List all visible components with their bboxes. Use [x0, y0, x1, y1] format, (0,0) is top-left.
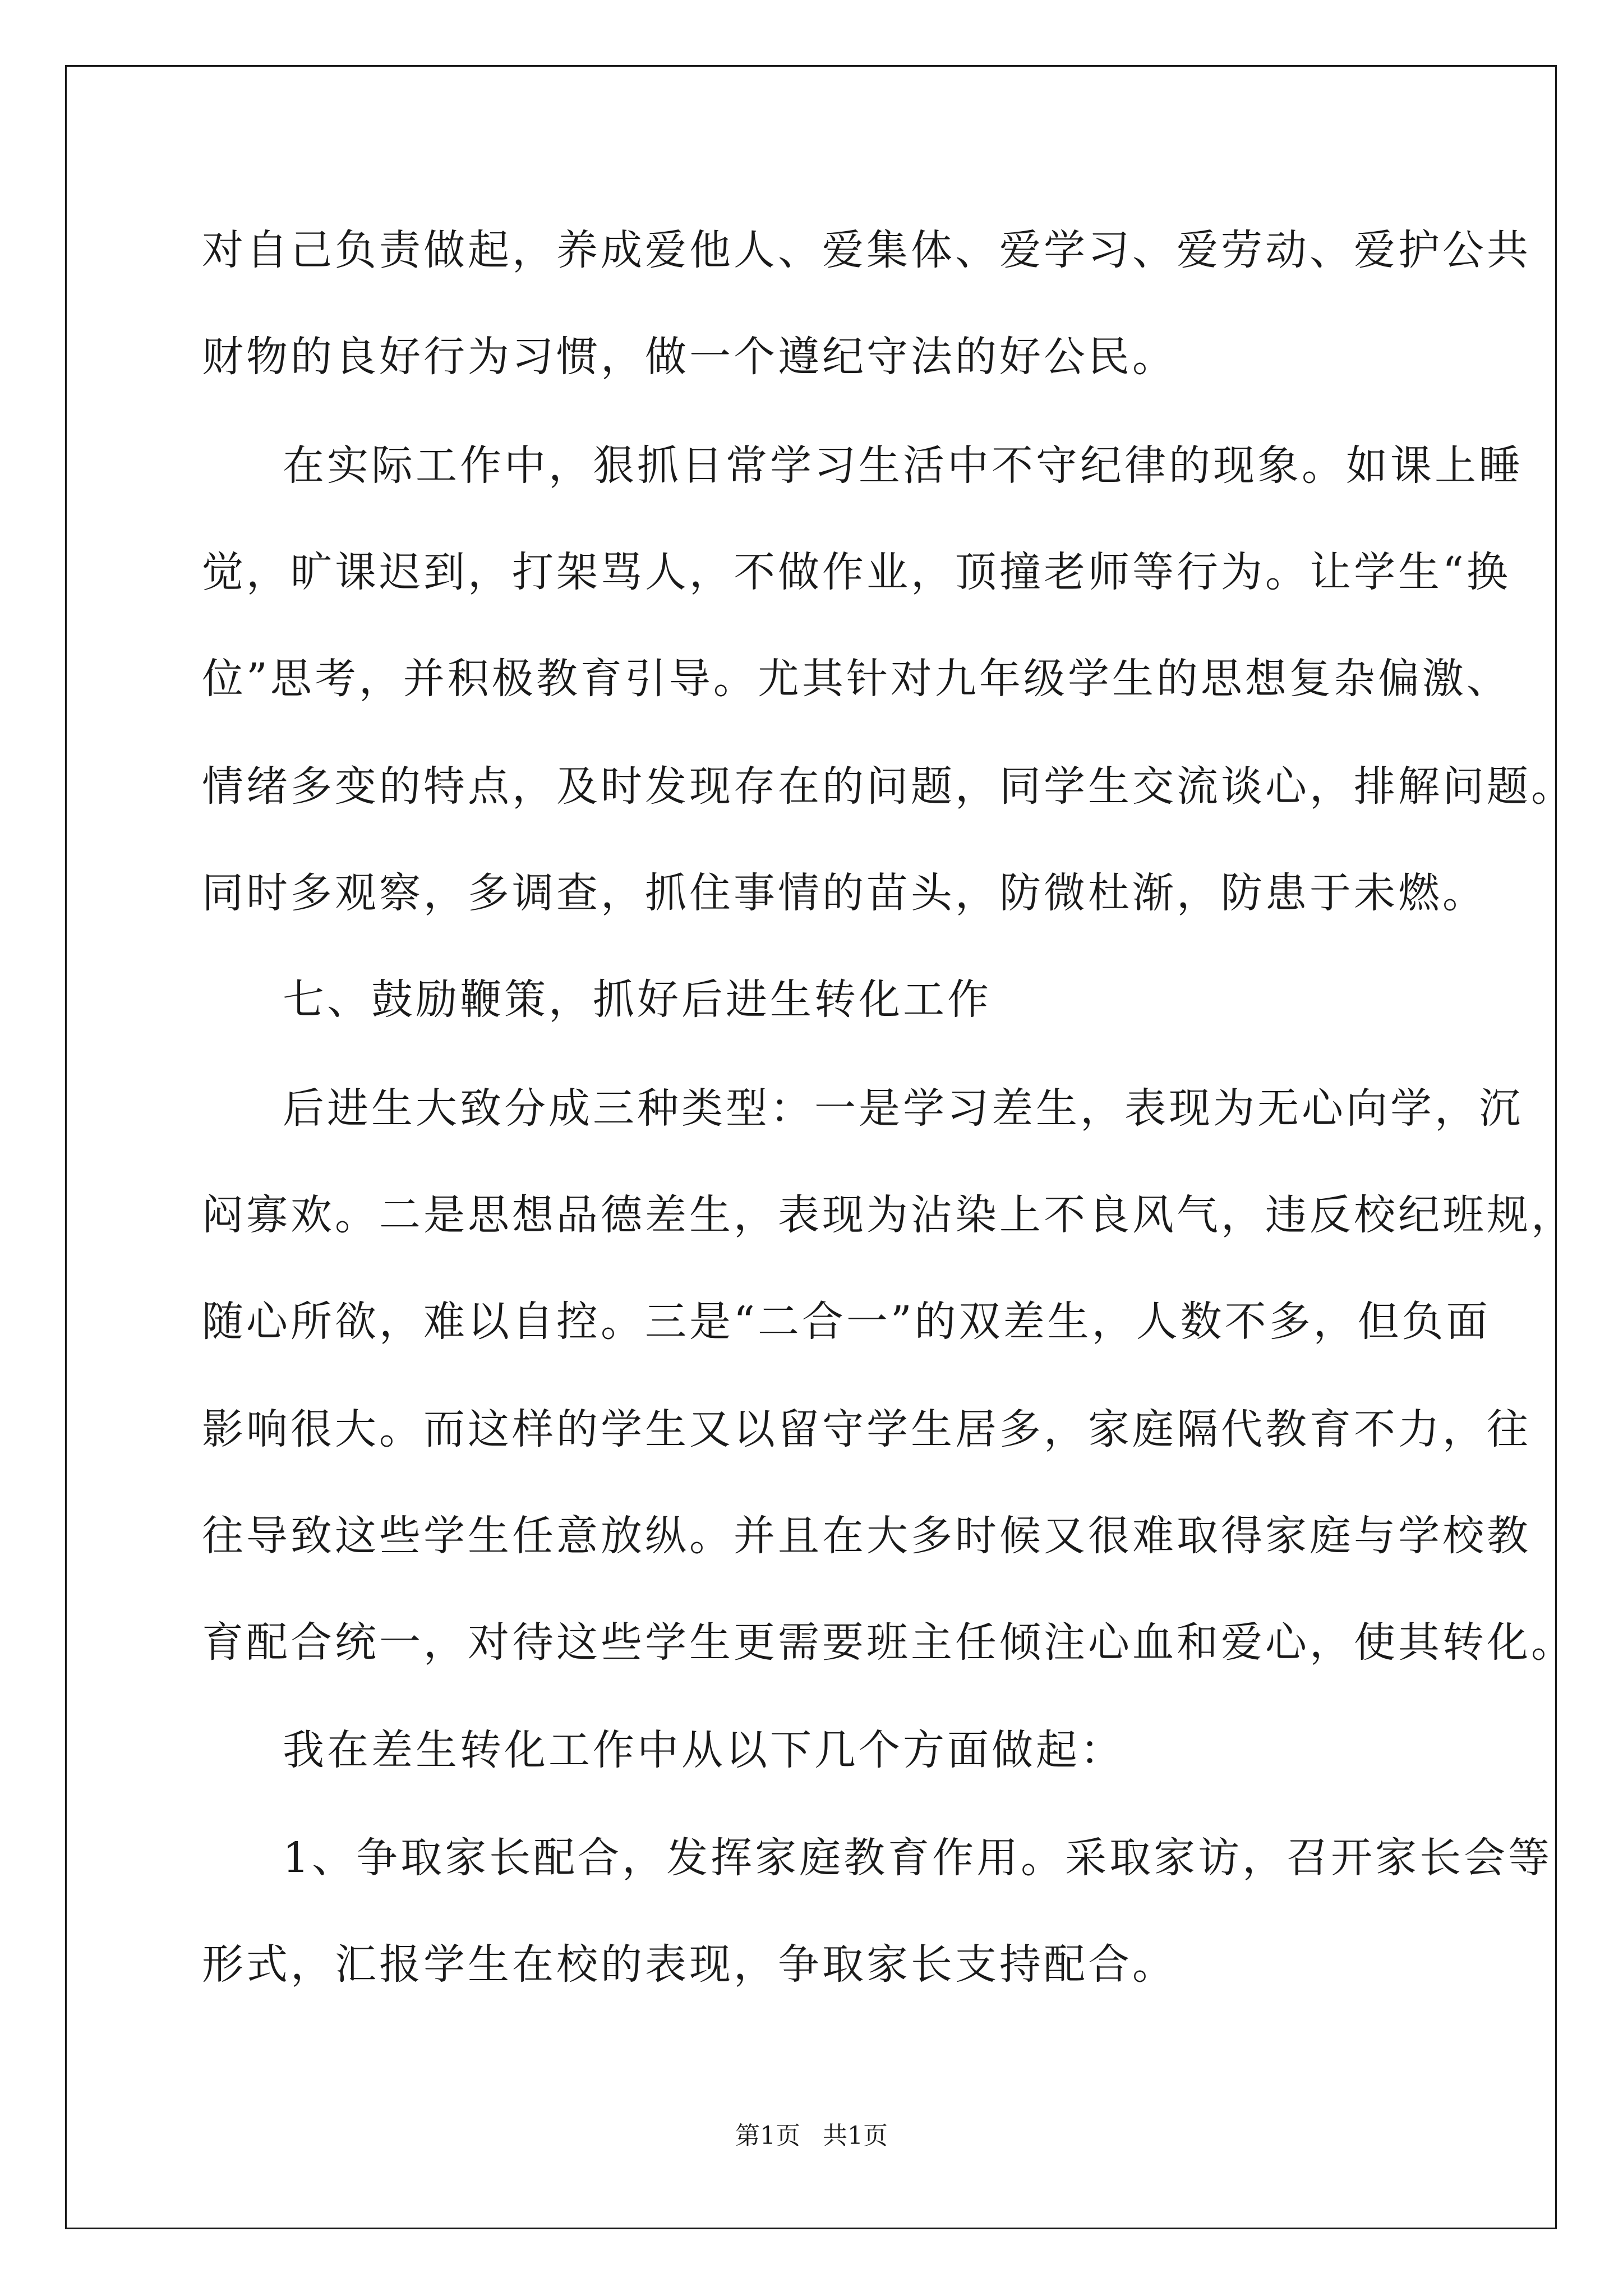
- text-line: 对自己负责做起，养成爱他人、爱集体、爱学习、爱劳动、爱护公共: [202, 226, 1531, 274]
- text-line: 在实际工作中，狠抓日常学习生活中不守纪律的现象。如课上睡: [283, 441, 1523, 490]
- section-heading: 七、鼓励鞭策，抓好后进生转化工作: [283, 976, 992, 1024]
- text-line: 同时多观察，多调查，抓住事情的苗头，防微杜渐，防患于未燃。: [202, 869, 1487, 917]
- page-number: 第1页: [735, 2122, 800, 2150]
- text-line: 闷寡欢。二是思想品德差生，表现为沾染上不良风气，违反校纪班规，: [202, 1191, 1575, 1239]
- text-line: 后进生大致分成三种类型：一是学习差生，表现为无心向学，沉: [283, 1084, 1523, 1133]
- text-line: 财物的良好行为习惯，做一个遵纪守法的好公民。: [202, 333, 1177, 381]
- text-line: 随心所欲，难以自控。三是“二合一”的双差生，人数不多，但负面: [202, 1297, 1491, 1346]
- text-line: 位”思考，并积极教育引导。尤其针对九年级学生的思想复杂偏激、: [202, 655, 1511, 703]
- page-border: [65, 65, 1575, 2229]
- text-line: 情绪多变的特点，及时发现存在的问题，同学生交流谈心，排解问题。: [202, 762, 1575, 811]
- text-line: 觉，旷课迟到，打架骂人，不做作业，顶撞老师等行为。让学生“换: [202, 548, 1511, 596]
- text-line: 育配合统一，对待这些学生更需要班主任倾注心血和爱心，使其转化。: [202, 1618, 1575, 1667]
- text-line: 往导致这些学生任意放纵。并且在大多时候又很难取得家庭与学校教: [202, 1512, 1531, 1560]
- page-footer: [0, 2119, 1623, 2153]
- page-total: 共1页: [823, 2122, 888, 2150]
- text-line: 1、争取家长配合，发挥家庭教育作用。采取家访，召开家长会等: [283, 1834, 1553, 1882]
- text-line: 我在差生转化工作中从以下几个方面做起：: [283, 1726, 1124, 1774]
- text-line: 形式，汇报学生在校的表现，争取家长支持配合。: [202, 1940, 1177, 1989]
- text-line: 影响很大。而这样的学生又以留守学生居多，家庭隔代教育不力，往: [202, 1405, 1531, 1453]
